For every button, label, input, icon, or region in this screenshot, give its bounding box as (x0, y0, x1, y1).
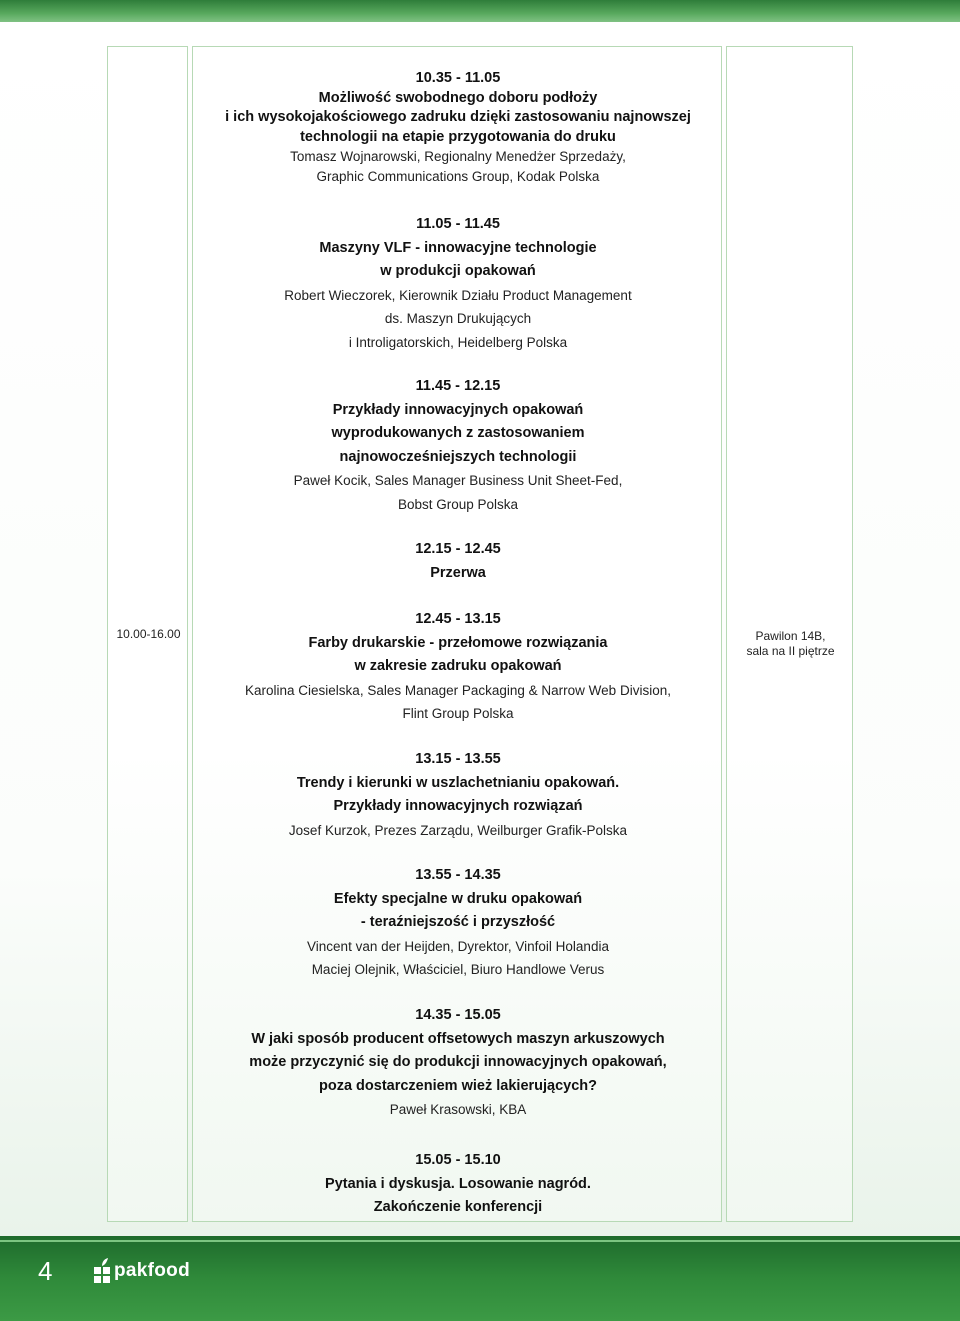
overall-time-range: 10.00-16.00 (116, 627, 181, 641)
session-title-line: Zakończenie konferencji (373, 1199, 543, 1215)
session-title-line: Pytania i dyskusja. Losowanie nagród. (325, 1175, 591, 1192)
session-title-line: Efekty specjalne w druku opakowań (333, 890, 583, 907)
session-title-line: w zakresie zadruku opakowań (354, 658, 562, 674)
session-speaker-line: Flint Group Polska (402, 706, 514, 721)
session-title-line: wyprodukowanych z zastosowaniem (331, 425, 585, 441)
session-title-line: w produkcji opakowań (380, 263, 536, 279)
agenda-column (192, 46, 722, 1222)
session-speaker-line: Robert Wieczorek, Kierownik Działu Product Management (284, 287, 632, 303)
top-green-band (0, 0, 960, 22)
session-speaker-line: Vincent van der Heijden, Dyrektor, Vinfoil Holandia (307, 938, 609, 954)
time-column (107, 46, 188, 1222)
session-time: 10.35 - 11.05 (415, 70, 501, 86)
session-speaker-line: Paweł Krasowski, KBA (389, 1102, 527, 1117)
session-6 (193, 748, 723, 842)
session-speaker-line: Josef Kurzok, Prezes Zarządu, Weilburger Grafik-Polska (288, 822, 628, 838)
session-5 (193, 608, 723, 726)
session-speaker-line: Tomasz Wojnarowski, Regionalny Menedżer Sprzedaży, (290, 149, 626, 164)
session-title-line: - teraźniejszość i przyszłość (360, 914, 556, 930)
session-title-line: może przyczynić się do produkcji innowacyjnych opakowań, (249, 1054, 667, 1070)
session-title-line: Możliwość swobodnego doboru podłoży (318, 89, 598, 106)
session-title-line: technologii na etapie przygotowania do druku (300, 128, 616, 145)
session-4-break (193, 538, 723, 585)
venue-location-line: sala na II piętrze (746, 644, 835, 658)
session-speaker-line: Paweł Kocik, Sales Manager Business Unit Sheet-Fed, (293, 473, 623, 488)
footer-stripe (0, 1240, 960, 1242)
session-8 (193, 1004, 723, 1122)
session-title-line: W jaki sposób producent offsetowych maszyn arkuszowych (251, 1030, 665, 1047)
session-time: 14.35 - 15.05 (415, 1007, 501, 1023)
logo-text: pakfood (114, 1260, 190, 1281)
session-time: 11.45 - 12.15 (415, 378, 501, 394)
session-7 (193, 864, 723, 982)
session-title-line: Przerwa (430, 564, 486, 581)
session-speaker-line: Graphic Communications Group, Kodak Polska (316, 168, 600, 184)
session-title-line: i ich wysokojakościowego zadruku dzięki zastosowaniu najnowszej (225, 109, 691, 125)
session-title-line: Maszyny VLF - innowacyjne technologie (319, 239, 597, 256)
session-title-line: Przykłady innowacyjnych rozwiązań (333, 798, 583, 814)
session-title-line: najnowocześniejszych technologii (339, 448, 577, 465)
footer-band (0, 1236, 960, 1321)
session-time: 11.05 - 11.45 (416, 216, 500, 232)
session-speaker-line: Karolina Ciesielska, Sales Manager Packaging & Narrow Web Division, (245, 682, 671, 698)
session-speaker-line: ds. Maszyn Drukujących (384, 311, 532, 326)
session-time: 15.05 - 15.10 (415, 1152, 501, 1168)
session-time: 13.55 - 14.35 (415, 867, 501, 883)
session-title-line: poza dostarczeniem wież lakierujących? (318, 1077, 598, 1094)
session-1 (193, 69, 723, 186)
session-title-line: Farby drukarskie - przełomowe rozwiązania (308, 634, 608, 651)
session-speaker-line: i Introligatorskich, Heidelberg Polska (348, 334, 568, 350)
session-2 (193, 213, 723, 354)
pakfood-logo (92, 1256, 190, 1286)
session-9 (193, 1149, 723, 1220)
venue-location (727, 629, 854, 659)
session-title-line: Przykłady innowacyjnych opakowań (332, 401, 584, 418)
session-speaker-line: Maciej Olejnik, Właściciel, Biuro Handlowe Verus (311, 962, 605, 977)
session-time: 12.15 - 12.45 (415, 541, 501, 557)
session-time: 12.45 - 13.15 (415, 611, 501, 627)
pakfood-logo-icon (92, 1258, 112, 1284)
session-speaker-line: Bobst Group Polska (397, 496, 519, 512)
page-number: 4 (38, 1256, 53, 1286)
session-time: 13.15 - 13.55 (415, 751, 501, 767)
location-column (726, 46, 853, 1222)
session-title-line: Trendy i kierunki w uszlachetnianiu opakowań. (296, 774, 620, 791)
session-3 (193, 375, 723, 516)
venue-location-line: Pawilon 14B, (755, 629, 826, 643)
